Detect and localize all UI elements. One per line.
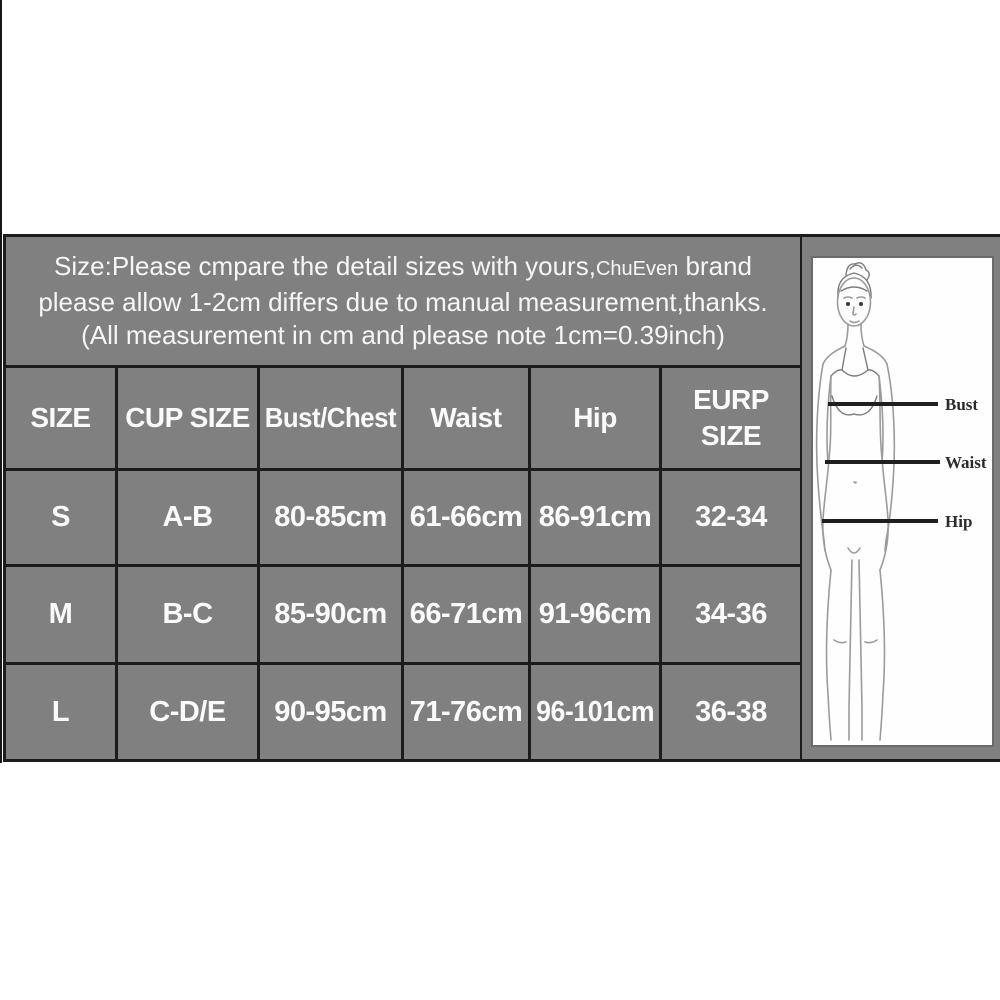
diagram-gray-panel [802,234,1000,762]
cell-hip-m: 91-96cm [531,567,659,662]
cell-waist-l: 71-76cm [404,665,528,759]
cell-hip-l: 96-101cm [531,665,659,759]
right-eye [859,302,863,306]
cell-cup-s: A-B [118,471,257,564]
cell-cup-l: C-D/E [118,665,257,759]
cell-eurp-l: 36-38 [662,665,800,759]
cell-hip-s: 86-91cm [531,471,659,564]
cell-bust-s: 80-85cm [260,471,401,564]
col-header-cup-size: CUP SIZE [118,368,257,468]
cell-bust-m: 85-90cm [260,567,401,662]
col-header-size: SIZE [6,368,115,468]
hip-label: Hip [945,512,973,531]
cell-size-s: S [6,471,115,564]
notice-line-2: please allow 1-2cm differs due to manual measurement,thanks. [38,287,768,317]
size-chart-table [3,234,803,762]
notice-line-1-suffix: brand [678,251,752,281]
bust-label: Bust [945,395,979,414]
cell-size-m: M [6,567,115,662]
woman-figure-illustration [813,258,992,745]
notice-line-3: (All measurement in cm and please note 1cm=0.39inch) [81,320,725,350]
brand-name: ChuEven [595,258,679,280]
col-header-bust-chest: Bust/Chest [260,368,401,468]
cell-cup-m: B-C [118,567,257,662]
body-diagram-panel [811,256,994,747]
notice-line-1-prefix: Size:Please cmpare the detail sizes with yours, [54,251,596,281]
torso-arms-sketch [817,324,895,551]
hair-sketch [838,263,871,298]
cell-waist-m: 66-71cm [404,567,528,662]
cell-eurp-s: 32-34 [662,471,800,564]
cell-eurp-m: 34-36 [662,567,800,662]
image-left-edge-line [0,0,2,763]
cell-waist-s: 61-66cm [404,471,528,564]
col-header-hip: Hip [531,368,659,468]
head-sketch [838,278,871,326]
left-eye [846,302,850,306]
lower-body-sketch [823,376,888,740]
waist-label: Waist [945,453,987,472]
col-header-waist: Waist [404,368,528,468]
size-notice-text [6,237,800,365]
notice-line-1 [54,250,752,286]
col-header-eurp-size: EURP SIZE [662,368,800,468]
cell-size-l: L [6,665,115,759]
cell-bust-l: 90-95cm [260,665,401,759]
